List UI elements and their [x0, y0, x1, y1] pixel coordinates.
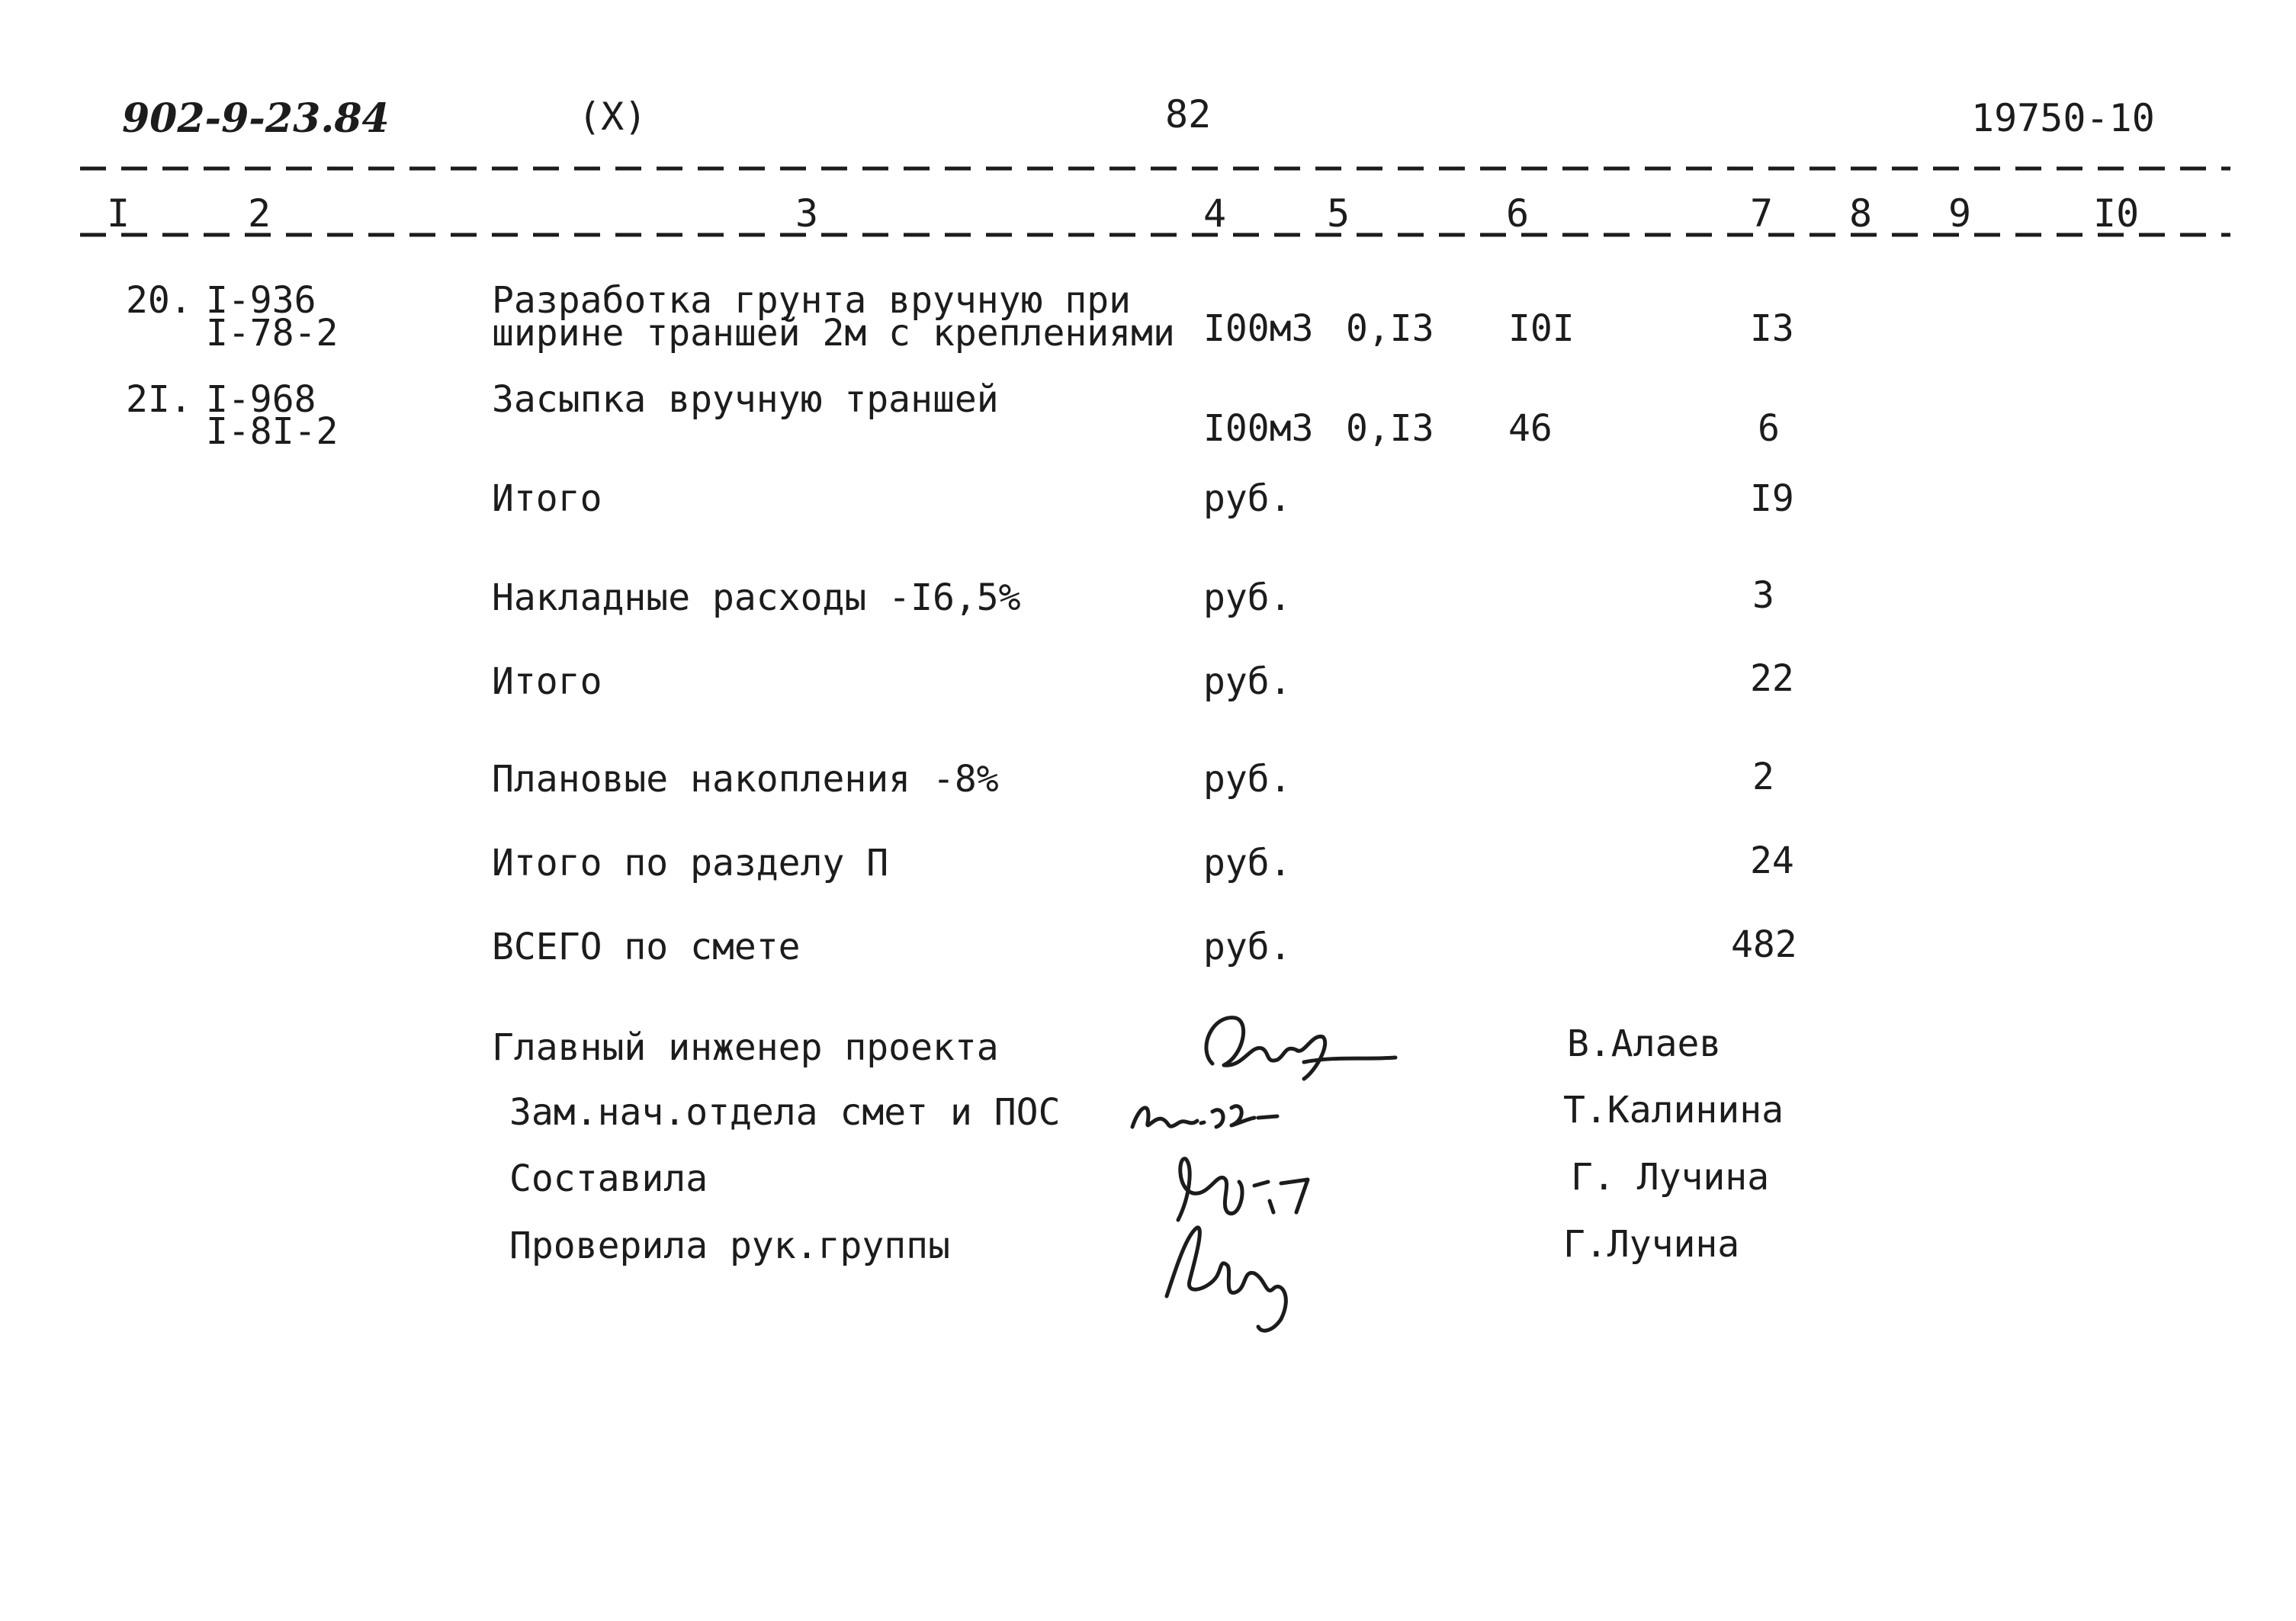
signature-group-lead — [1151, 1212, 1319, 1334]
signature-role: Зам.нач.отдела смет и ПОС — [509, 1091, 1061, 1134]
column-header-4: 4 — [1203, 191, 1227, 236]
summary-unit: руб. — [1203, 758, 1292, 801]
column-header-10: I0 — [2093, 191, 2140, 236]
item-total: I3 — [1750, 307, 1794, 350]
section-marker: (X) — [578, 95, 647, 139]
summary-total: 3 — [1752, 574, 1774, 617]
doc-code: 902-9-23.84 — [122, 95, 390, 142]
column-header-6: 6 — [1506, 191, 1530, 236]
item-unit: I00м3 — [1203, 307, 1314, 350]
column-header-9: 9 — [1948, 191, 1972, 236]
item-quantity: 0,I3 — [1346, 307, 1434, 350]
signature-chief-engineer — [1190, 1003, 1403, 1087]
summary-label: Итого — [492, 660, 602, 703]
item-code: I-936 — [206, 279, 316, 322]
column-header-2: 2 — [248, 191, 271, 236]
summary-label: Итого — [492, 477, 602, 520]
summary-unit: руб. — [1203, 576, 1292, 619]
page-number: 82 — [1165, 92, 1212, 136]
item-unit: I00м3 — [1203, 407, 1314, 450]
item-code: I-968 — [206, 378, 316, 421]
item-number: 20. — [126, 279, 192, 322]
item-description: Засыпка вручную траншей — [492, 378, 999, 421]
item-description-continued: ширине траншей 2м с креплениями — [492, 312, 1175, 355]
column-header-8: 8 — [1849, 191, 1873, 236]
summary-unit: руб. — [1203, 926, 1292, 968]
signature-role: Составила — [509, 1157, 708, 1200]
item-number: 2I. — [126, 378, 192, 421]
column-header-3: 3 — [795, 191, 819, 236]
summary-total: 482 — [1731, 923, 1797, 966]
summary-unit: руб. — [1203, 477, 1292, 520]
column-header-7: 7 — [1750, 191, 1774, 236]
item-total: 6 — [1758, 407, 1780, 450]
signature-name: Т.Калинина — [1563, 1089, 1784, 1131]
summary-unit: руб. — [1203, 842, 1292, 884]
summary-unit: руб. — [1203, 660, 1292, 703]
signature-role: Главный инженер проекта — [492, 1026, 999, 1069]
signature-deputy-head — [1125, 1089, 1293, 1142]
summary-total: 22 — [1750, 657, 1794, 700]
item-code-secondary: I-78-2 — [206, 312, 339, 355]
item-quantity: 0,I3 — [1346, 407, 1434, 450]
archive-number: 19750-10 — [1971, 96, 2155, 140]
signature-name: Г.Лучина — [1563, 1223, 1740, 1266]
signature-name: Г. Лучина — [1571, 1156, 1770, 1199]
item-code-secondary: I-8I-2 — [206, 410, 339, 453]
column-header-5: 5 — [1327, 191, 1350, 236]
column-header-dashed-rule — [80, 233, 2230, 237]
signature-name: В.Алаев — [1567, 1022, 1722, 1065]
item-unit-price: I0I — [1508, 307, 1575, 350]
summary-label: Плановые накопления -8% — [492, 758, 999, 801]
summary-label: Итого по разделу П — [492, 842, 889, 884]
item-description: Разработка грунта вручную при — [492, 279, 1132, 322]
top-dashed-rule — [80, 166, 2230, 171]
summary-total: 24 — [1750, 839, 1794, 882]
item-unit-price: 46 — [1508, 407, 1553, 450]
signature-role: Проверила рук.группы — [509, 1225, 950, 1267]
summary-label: Накладные расходы -I6,5% — [492, 576, 1021, 619]
summary-total: 2 — [1752, 756, 1774, 798]
column-header-1: I — [107, 191, 130, 236]
summary-label: ВСЕГО по смете — [492, 926, 801, 968]
summary-total: I9 — [1750, 477, 1794, 520]
